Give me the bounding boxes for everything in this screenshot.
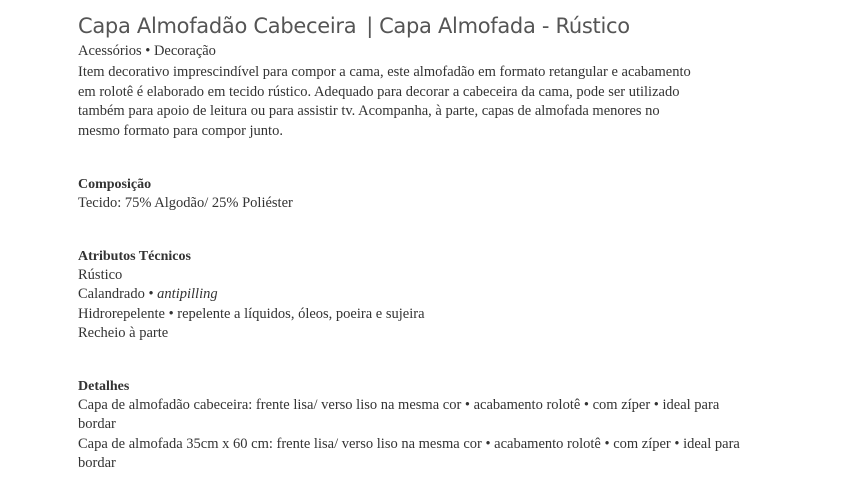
attributes-heading: Atributos Técnicos (78, 248, 191, 264)
title-main: Capa Almofadão Cabeceira (78, 14, 357, 38)
attribute-italic: antipilling (157, 286, 218, 302)
detail-item: Capa de almofadão cabeceira: frente lisa/ verso liso na mesma cor • acabamento rolotê • com zíper • ideal para bordar (78, 396, 720, 432)
attribute-item (78, 285, 758, 305)
details-heading: Detalhes (78, 378, 130, 394)
category-breadcrumb: Acessórios • Decoração (78, 43, 216, 59)
product-description: Item decorativo imprescindível para compor a cama, este almofadão em formato retangular e acabamento em rolotê é elaborado em tecido rústico. Adequado para decorar a cabeceira da cama, pode ser utilizado também para apoio de leitura ou para assistir tv. Acompanha, à parte, capas de almofada menores no mesmo formato para compor junto. (78, 64, 691, 139)
composition-text: Tecido: 75% Algodão/ 25% Poliéster (78, 195, 293, 211)
composition-heading: Composição (78, 177, 152, 192)
title-separator: | (366, 14, 374, 38)
details-section (78, 377, 758, 474)
attribute-item: Hidrorepelente • repelente a líquidos, óleos, poeira e sujeira (78, 305, 425, 322)
composition-section (78, 175, 758, 214)
page-title (78, 12, 758, 40)
attributes-section (78, 247, 758, 344)
attribute-item: Rústico (78, 266, 123, 283)
attribute-prefix: Calandrado • (78, 286, 158, 302)
attribute-item: Recheio à parte (78, 325, 169, 341)
detail-item: Capa de almofada 35cm x 60 cm: frente lisa/ verso liso na mesma cor • acabamento rolotê • com zíper • ideal para bordar (78, 435, 740, 471)
title-sub: Capa Almofada - Rústico (379, 14, 630, 38)
